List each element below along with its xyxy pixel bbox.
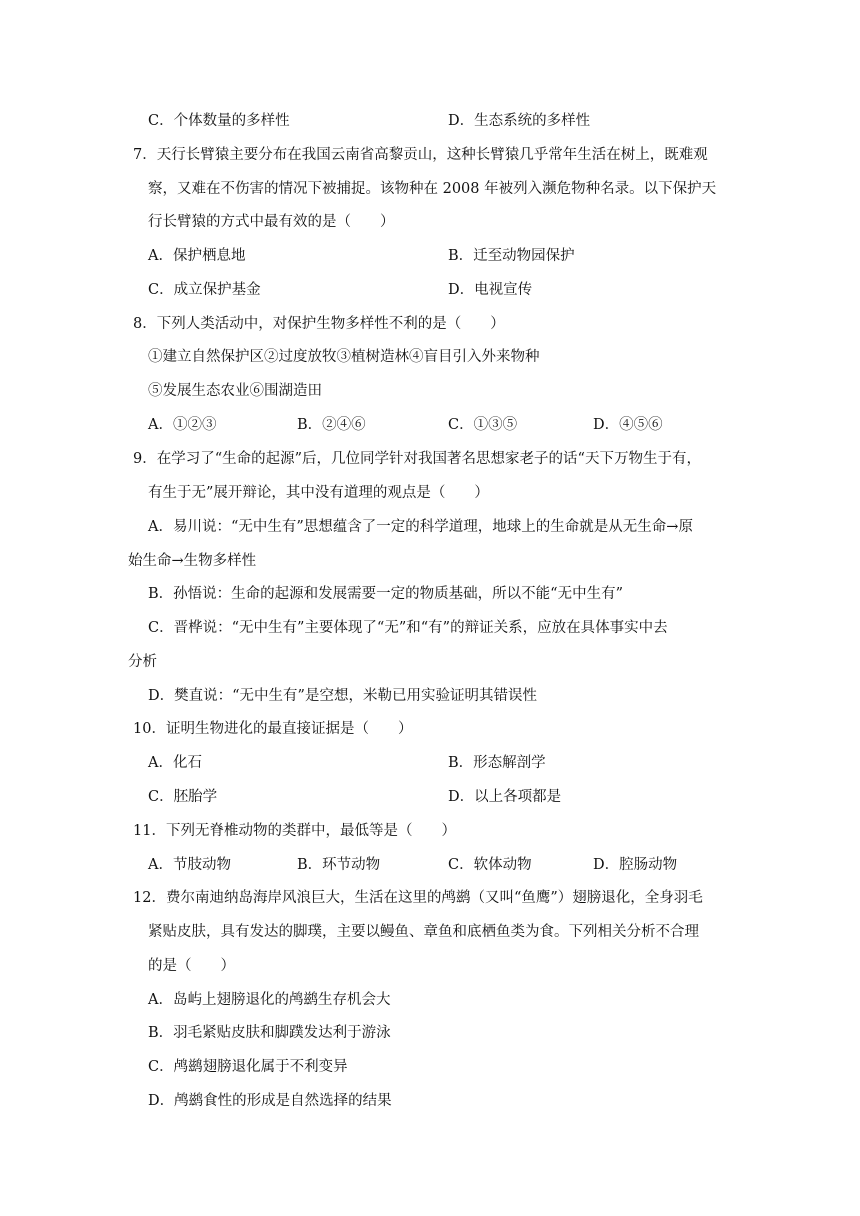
q12-option-a: A．岛屿上翅膀退化的鸬鹚生存机会大: [148, 992, 391, 1008]
q11-option-b: B．环节动物: [297, 857, 381, 873]
q8-option-a: A．①②③: [148, 417, 217, 433]
q8-stem-line-1: 8．下列人类活动中，对保护生物多样性不利的是（ ）: [133, 316, 505, 332]
q7-stem-line-2: 察，又难在不伤害的情况下被捕捉。该物种在 2008 年被列入濒危物种名录。以下保护天: [148, 181, 717, 197]
q10-option-b: B．形态解剖学: [448, 755, 546, 771]
q12-option-c: C．鸬鹚翅膀退化属于不利变异: [148, 1059, 348, 1075]
q9-option-a-line-2: 始生命→生物多样性: [128, 553, 257, 569]
q7-option-a: A．保护栖息地: [148, 248, 246, 264]
q7-stem-line-3: 行长臂猿的方式中最有效的是（ ）: [148, 214, 395, 230]
q11-option-a: A．节肢动物: [148, 857, 231, 873]
q9-option-c-line-2: 分析: [128, 654, 157, 670]
q10-option-d: D．以上各项都是: [448, 789, 562, 805]
q9-option-b: B．孙悟说：生命的起源和发展需要一定的物质基础，所以不能“无中生有”: [148, 586, 623, 602]
q8-stem-line-2: ①建立自然保护区②过度放牧③植树造林④盲目引入外来物种: [148, 349, 540, 365]
q11-option-c: C．软体动物: [448, 857, 532, 873]
q10-option-a: A．化石: [148, 755, 202, 771]
q12-stem-line-1: 12．费尔南迪纳岛海岸风浪巨大，生活在这里的鸬鹚（又叫“鱼鹰”）翅膀退化，全身羽毛: [133, 890, 703, 906]
q7-option-b: B．迁至动物园保护: [448, 248, 575, 264]
q8-option-d: D．④⑤⑥: [593, 417, 663, 433]
q12-stem-line-3: 的是（ ）: [148, 958, 235, 974]
q10-stem: 10．证明生物进化的最直接证据是（ ）: [133, 721, 413, 737]
q7-option-c: C．成立保护基金: [148, 282, 261, 298]
q12-option-b: B．羽毛紧贴皮肤和脚蹼发达利于游泳: [148, 1025, 391, 1041]
q9-option-a-line-1: A．易川说：“无中生有”思想蕴含了一定的科学道理，地球上的生命就是从无生命→原: [148, 519, 693, 535]
q9-option-c-line-1: C．晋桦说：“无中生有”主要体现了“无”和“有”的辩证关系，应放在具体事实中去: [148, 620, 668, 636]
q8-option-c: C．①③⑤: [448, 417, 518, 433]
q11-option-d: D．腔肠动物: [593, 857, 678, 873]
q12-option-d: D．鸬鹚食性的形成是自然选择的结果: [148, 1093, 392, 1109]
q6-option-d: D．生态系统的多样性: [448, 113, 591, 129]
q9-stem-line-2: 有生于无”展开辩论，其中没有道理的观点是（ ）: [148, 485, 489, 501]
q12-stem-line-2: 紧贴皮肤，具有发达的脚璞，主要以鳗鱼、章鱼和底栖鱼类为食。下列相关分析不合理: [148, 924, 699, 940]
q9-stem-line-1: 9．在学习了“生命的起源”后，几位同学针对我国著名思想家老子的话“天下万物生于有，: [133, 451, 701, 467]
q8-stem-line-3: ⑤发展生态农业⑥围湖造田: [148, 383, 322, 399]
q9-option-d: D．樊直说：“无中生有”是空想，米勒已用实验证明其错误性: [148, 688, 537, 704]
q7-option-d: D．电视宣传: [448, 282, 533, 298]
q7-stem-line-1: 7．天行长臂猿主要分布在我国云南省高黎贡山，这种长臂猿几乎常年生活在树上，既难观: [133, 147, 708, 163]
q6-option-c: C．个体数量的多样性: [148, 113, 290, 129]
q11-stem: 11．下列无脊椎动物的类群中，最低等是（ ）: [133, 823, 456, 839]
q10-option-c: C．胚胎学: [148, 789, 218, 805]
q8-option-b: B．②④⑥: [297, 417, 366, 433]
